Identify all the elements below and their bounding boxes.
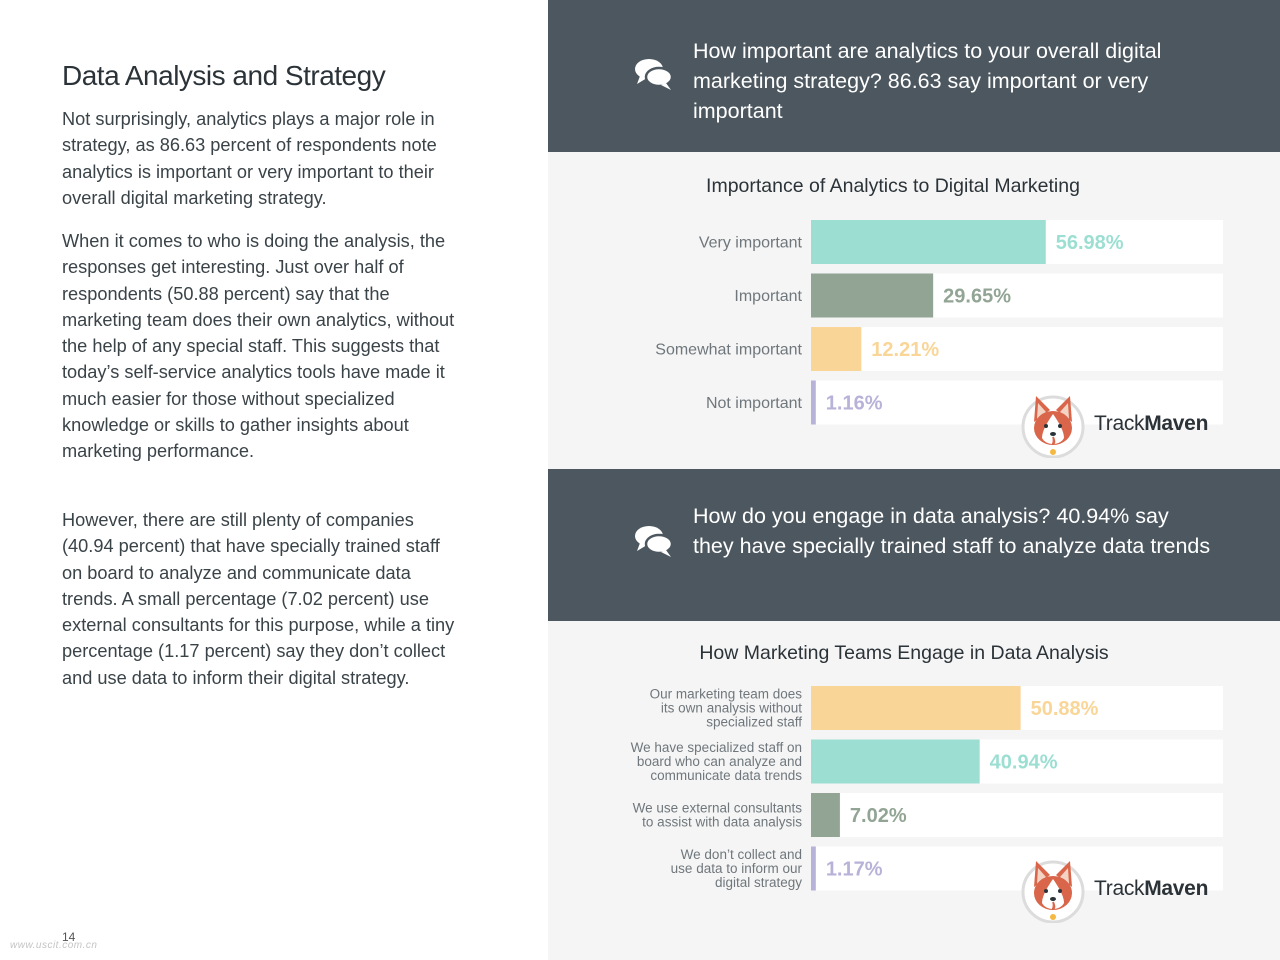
page-number: 14	[62, 930, 76, 944]
chart-title-1: Importance of Analytics to Digital Marketing	[706, 175, 1080, 197]
value-label: 50.88%	[1030, 698, 1099, 720]
value-label: 29.65%	[943, 285, 1012, 308]
paragraph-3: However, there are still plenty of companies (40.94 percent) that have specially trained staff on board to analyze and communicate data trends. A small percentage (7.02 percent) use external consultants for this purpose, while a tiny percentage (1.17 percent) say they don’t collect and use data to inform their digital strategy.	[62, 510, 455, 688]
category-label: Not important	[705, 395, 802, 413]
trackmaven-wordmark: TrackMaven	[1094, 877, 1209, 900]
chat-bubbles-icon	[634, 524, 674, 558]
question-banner-1	[548, 0, 1280, 152]
infographic-column	[548, 0, 1280, 960]
question-text-1: How important are analytics to your overall digital marketing strategy? 86.63 say important or very important	[693, 39, 1162, 123]
question-banner-2	[548, 469, 1280, 621]
value-label: 56.98%	[1055, 232, 1124, 254]
article-column	[0, 0, 548, 960]
bar	[811, 686, 1021, 730]
category-label: Somewhat important	[655, 341, 802, 359]
paragraph-2: When it comes to who is doing the analysis, the responses get interesting. Just over half of respondents (50.88 percent) say that the marketing team does their own analytics, without the help of any special staff. This suggests that today’s self-service analytics tools have made it much easier for those without specialized knowledge or skills to gather insights about marketing performance.	[62, 231, 455, 462]
question-text-2: How do you engage in data analysis? 40.94% say they have specially trained staff to analyze data trends	[693, 504, 1211, 558]
category-label: We have specialized staff on board who can analyze and communicate data trends	[630, 740, 802, 784]
value-label: 1.17%	[825, 858, 883, 881]
value-label: 12.21%	[871, 339, 940, 361]
watermark: www.uscit.com.cn	[10, 940, 98, 951]
value-label: 7.02%	[849, 805, 907, 827]
trackmaven-logo-1	[1020, 392, 1220, 462]
paragraph-1: Not surprisingly, analytics plays a major role in strategy, as 86.63 percent of respondents note analytics is important or very important to their overall digital marketing strategy.	[62, 109, 437, 208]
bar	[811, 274, 933, 318]
category-label: Our marketing team does its own analysis without specialized staff	[649, 686, 802, 730]
category-label: Important	[734, 288, 802, 306]
page-title: Data Analysis and Strategy	[62, 60, 386, 91]
chat-bubbles-icon	[634, 57, 674, 91]
category-label: We don’t collect and use data to inform our digital strategy	[670, 847, 802, 891]
chart-title-2: How Marketing Teams Engage in Data Analysis	[699, 642, 1109, 664]
value-label: 1.16%	[825, 392, 883, 415]
bar	[811, 740, 980, 784]
corgi-mascot-icon	[1020, 857, 1086, 923]
bar	[811, 847, 816, 891]
category-label: Very important	[698, 234, 802, 252]
bar	[811, 220, 1046, 264]
bar	[811, 381, 816, 425]
corgi-mascot-icon	[1020, 392, 1086, 458]
bar	[811, 327, 861, 371]
trackmaven-logo-2	[1020, 857, 1220, 927]
trackmaven-wordmark: TrackMaven	[1094, 412, 1209, 435]
bar	[811, 793, 840, 837]
category-label: We use external consultants to assist with data analysis	[632, 800, 802, 830]
value-label: 40.94%	[989, 751, 1058, 774]
